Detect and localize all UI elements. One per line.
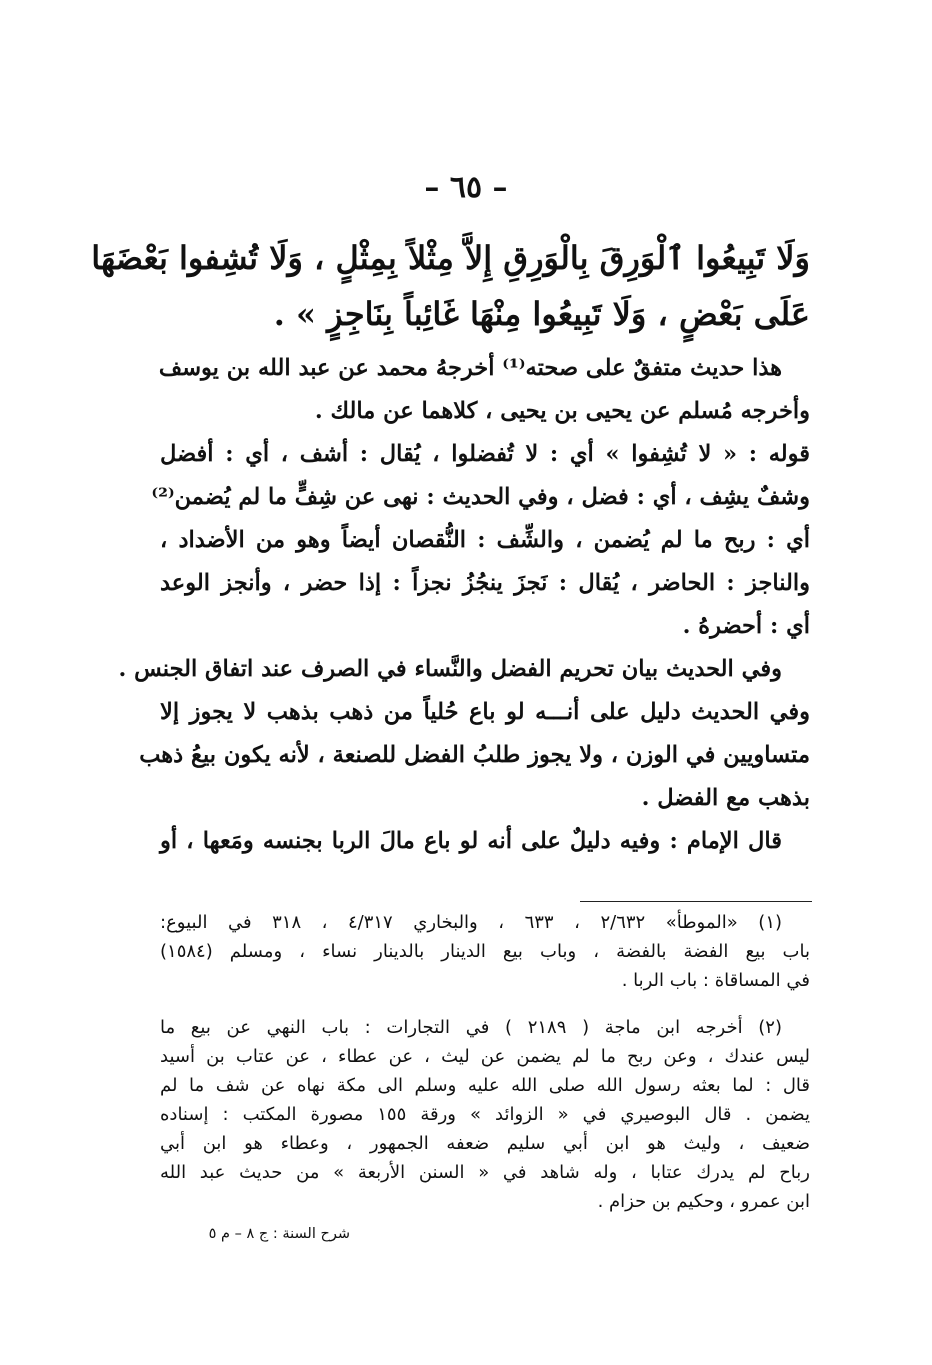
paragraph [160,820,810,863]
text-line: قال الإمام : وفيه دليلٌ على أنه لو باع مالَ الربا بجنسه ومَعها ، أو [160,828,782,854]
paragraph [151,433,810,648]
hadith-text [91,230,810,342]
text-line: وفي الحديث دليل على أنـــه لو باع حُلياً من ذهب بذهب لا يجوز إلا [160,699,810,725]
text-line: وشفٌ يشِف ، أي : فضل ، وفي الحديث : نهى عن شِفٍّ ما لم يُضمن⁽²⁾ [151,484,810,510]
footnote-line: يضمن . قال البوصيري في « الزوائد » ورقة ١٥٥ مصورة المكتب : إسناده [160,1104,810,1125]
footnote-2 [160,1013,810,1216]
footnote-separator [580,901,812,902]
paragraph [160,347,810,433]
footnote-line: باب بيع الفضة بالفضة ، وباب بيع الدينار بالدينار نساء ، ومسلم (١٥٨٤) [160,941,810,962]
footnote-line: (١) «الموطأ» ٢/٦٣٢ ، ٦٣٣ ، والبخاري ٤/٣١٧ ، ٣١٨ في البيوع: [160,912,783,933]
text-line: أي : أحضرهُ . [682,613,810,639]
footnote-line: (٢) أخرجه ابن ماجة ( ٢١٨٩ ) في التجارات : باب النهي عن بيع ما [160,1017,782,1038]
text-line: قوله : « لا تُشِفوا » أي : لا تُفضلوا ، يُقال : أشف ، أي : أفضل [160,441,810,467]
text-line: وأخرجه مُسلم عن يحيى بن يحيى ، كلاهما عن مالك . [314,398,810,424]
text-line: هذا حديث متفقٌ على صحته⁽¹⁾ أخرجهُ محمد عن عبد الله بن يوسف [158,355,782,381]
footnote-line: ابن عمرو ، وحكيم بن حزام . [597,1191,810,1212]
text-line: والناجز : الحاضر ، يُقال : نَجزَ ينجُزُ نجزاً : إذا حضر ، وأنجز الوعد [160,570,810,596]
footnote-line: في المساقاة : باب الربا . [621,970,810,991]
text-line: وفي الحديث بيان تحريم الفضل والنَّساء في الصرف عند اتفاق الجنس . [118,656,782,682]
footnote-line: قال : لما بعثه رسول الله صلى الله عليه وسلم الى مكة نهاه عن شف ما لم [160,1075,810,1096]
paragraph [118,648,810,820]
footnote-line: ضعيف ، وليث هو ابن أبي سليم ضعفه الجمهور ، وعطاء هو ابن أبي [160,1133,810,1154]
hadith-line: وَلَا تَبِيعُوا ٱلْوَرِقَ بِالْوَرِقِ إِلاَّ مِثْلاً بِمِثْلٍ ، وَلَا تُشِفوا بَعْضَهَا [91,239,810,277]
signature-mark: شرح السنة : ج ٨ – م ٥ [208,1226,350,1242]
footnote-1 [160,908,810,995]
hadith-line: عَلَى بَعْضٍ ، وَلَا تَبِيعُوا مِنْهَا غَائِباً بِنَاجِزٍ » . [273,295,810,333]
footnotes [160,908,810,1216]
text-line: أي : ربح ما لم يُضمن ، والشِّف : النُّقصان أيضاً وهو من الأضداد ، [160,527,810,553]
commentary-text [118,347,810,863]
footnote-line: رباح لم يدرك عتابا ، وله شاهد في « السنن الأربعة » من حديث عبد الله [160,1162,810,1183]
page-number: – ٦٥ – [424,170,508,205]
text-line: بذهب مع الفضل . [641,785,810,811]
footnote-line: ليس عندك ، وعن ربح ما لم يضمن عن ليث ، عن عطاء ، عن عتاب بن أسيد [160,1046,810,1067]
text-line: متساويين في الوزن ، ولا يجوز طلبُ الفضل للصنعة ، لأنه يكون بيعُ ذهب [139,742,810,768]
